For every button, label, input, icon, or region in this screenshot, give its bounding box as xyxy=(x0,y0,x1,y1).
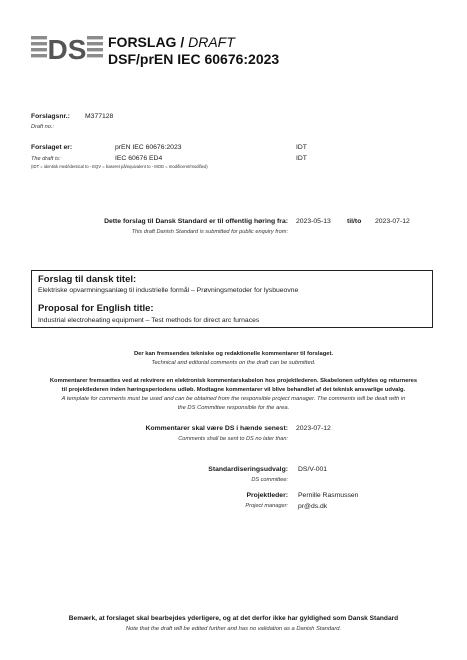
draft-is-note: (IDT = identisk med/identical to - EQV = baseret på/equivalent to - MOD = modificeret/modified) xyxy=(31,164,208,169)
draft-is-label: Forslaget er: xyxy=(31,144,73,151)
committee-label-en: DS committee: xyxy=(251,477,288,483)
title-box xyxy=(31,270,433,328)
deadline-label: Kommentarer skal være DS i hænde senest: xyxy=(145,425,288,432)
enquiry-to-date: 2023-07-12 xyxy=(375,218,410,225)
draft-ref-relation: IDT xyxy=(296,155,307,162)
project-manager-label-en: Project manager: xyxy=(245,503,288,509)
committee-value: DS/V-001 xyxy=(298,466,328,473)
deadline-date: 2023-07-12 xyxy=(296,425,331,432)
draft-no-label-en: Draft no.: xyxy=(31,124,55,130)
doc-subtitle: DSF/prEN IEC 60676:2023 xyxy=(108,51,280,67)
draft-no-label: Forslagsnr.: xyxy=(31,113,70,120)
template-info-en: the DS Committee responsible for the area. xyxy=(177,405,290,411)
footer-note-en: Note that the draft will be edited further and has no validation as a Danish Standard. xyxy=(125,626,342,632)
template-info-da: Kommentarer fremsættes ved at rekvirere en elektronisk kommentarskabelon hos projektlederen. Skabelonen udfyldes og returneres xyxy=(49,378,418,384)
draft-ref-relation: IDT xyxy=(296,144,307,151)
draft-is-label-en: The draft is: xyxy=(31,156,61,162)
footer-note-da: Bemærk, at forslaget skal bearbejdes yderligere, og at det derfor ikke har gyldighed som Dansk Standard xyxy=(68,615,399,622)
doc-title xyxy=(108,34,235,50)
template-info-en: A template for comments must be used and can be obtained from the responsible project manager. The comments will be dealt with in xyxy=(61,396,406,402)
danish-title: Elektriske opvarmningsanlæg til industrielle formål – Prøvningsmetoder for lysbueovne xyxy=(38,287,299,294)
logo-text: DS xyxy=(47,34,87,63)
comments-info-da: Der kan fremsendes tekniske og redaktionelle kommentarer til forslaget. xyxy=(133,351,334,357)
danish-title-heading: Forslag til dansk titel: xyxy=(38,274,137,285)
draft-ref-doc: IEC 60676 ED4 xyxy=(115,155,163,162)
english-title-heading: Proposal for English title: xyxy=(38,303,154,314)
enquiry-label: Dette forslag til Dansk Standard er til offentlig høring fra: xyxy=(104,218,288,225)
template-info-da: til projektlederen inden høringsperiodens udløb. Modtagne kommentarer vil blive behandlet af det teknisk ansvarlige udvalg. xyxy=(61,387,406,393)
title-draft: DRAFT xyxy=(188,34,235,50)
enquiry-til-label: til/to xyxy=(347,218,362,225)
project-manager-name: Pernille Rasmussen xyxy=(298,492,359,499)
comments-info-en: Technical and editorial comments on the draft can be submitted. xyxy=(151,360,316,366)
enquiry-from-date: 2023-05-13 xyxy=(296,218,331,225)
ds-logo xyxy=(31,33,103,63)
draft-no-value: M377128 xyxy=(85,113,114,120)
deadline-label-en: Comments shall be sent to DS no later than: xyxy=(178,436,288,442)
project-manager-email[interactable]: pr@ds.dk xyxy=(298,503,328,510)
project-manager-label: Projektleder: xyxy=(246,492,288,499)
enquiry-label-en: This draft Danish Standard is submitted for public enquiry from: xyxy=(131,229,288,235)
title-main: FORSLAG / xyxy=(108,34,185,50)
committee-label: Standardiseringsudvalg: xyxy=(208,466,288,473)
english-title: Industrial electroheating equipment – Test methods for direct arc furnaces xyxy=(38,317,260,324)
draft-ref-doc: prEN IEC 60676:2023 xyxy=(115,144,182,151)
